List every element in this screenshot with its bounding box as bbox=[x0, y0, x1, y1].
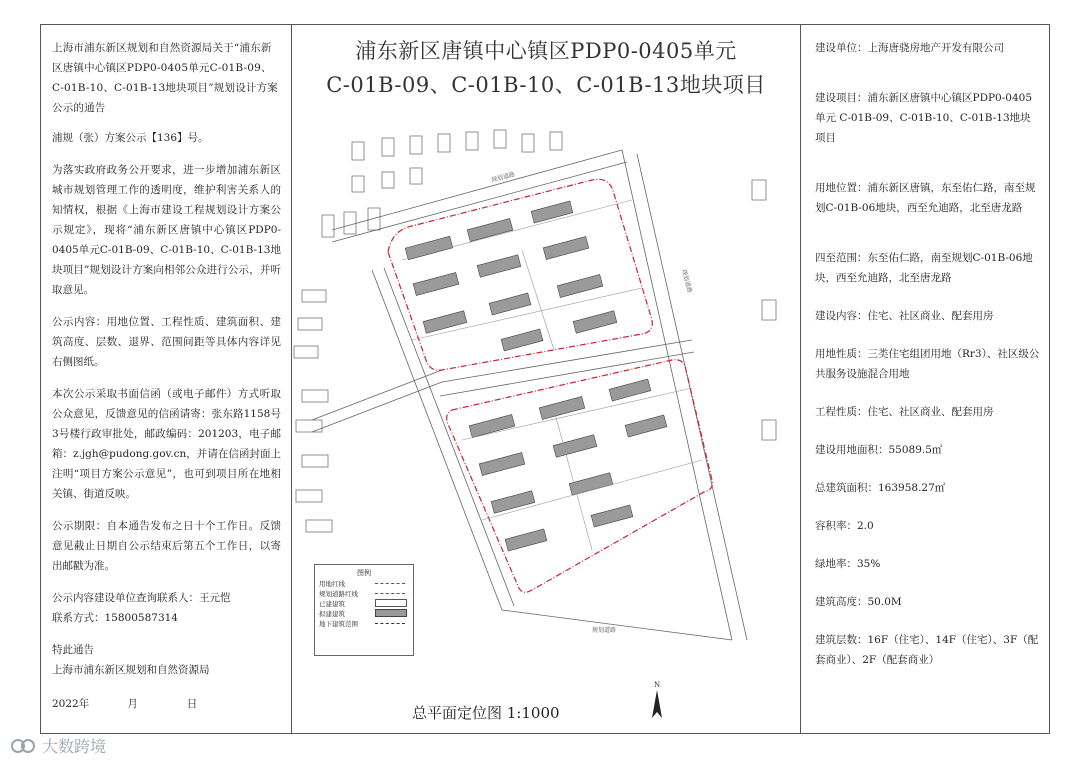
notice-issuer: 上海市浦东新区规划和自然资源局 bbox=[52, 664, 210, 676]
project-title-line-1: 浦东新区唐镇中心镇区PDP0-0405单元 bbox=[355, 39, 737, 63]
info-project-name: 建设项目：浦东新区唐镇中心镇区PDP0-0405单元 C-01B-09、C-01B-10、C-01B-13地块项目 bbox=[815, 92, 1032, 144]
north-arrow-icon bbox=[650, 680, 664, 720]
legend-item: 用地红线 bbox=[315, 578, 413, 588]
legend-item: 规划道路红线 bbox=[315, 588, 413, 598]
notice-paragraph-3: 本次公示采取书面信函（或电子邮件）方式听取公众意见，反馈意见的信函请寄：张东路1158号3号楼行政审批处，邮政编码：201203，电子邮箱：z.jgh@pudong.gov.cn，并请在信函封面上注明“项目方案公示意见”，也可到项目所在地相关镇、街道反映。 bbox=[52, 388, 281, 500]
notice-column bbox=[40, 24, 292, 734]
watermark bbox=[10, 734, 106, 757]
legend-title: 图例 bbox=[357, 569, 371, 577]
plan-legend bbox=[314, 564, 414, 656]
info-nature: 工程性质：住宅、社区商业、配套用房 bbox=[815, 406, 994, 418]
legend-item: 地下建筑范围 bbox=[315, 618, 413, 628]
site-plan-panel bbox=[292, 24, 800, 734]
svg-text:N: N bbox=[654, 681, 661, 689]
info-green-ratio: 绿地率：35% bbox=[815, 558, 881, 570]
notice-paragraph-4: 公示期限：自本通告发布之日十个工作日。反馈意见截止日期自公示结束后第五个工作日，以寄出邮戳为准。 bbox=[52, 520, 281, 572]
plan-caption: 总平面定位图 1:1000 bbox=[412, 704, 560, 722]
date-day: 日 bbox=[186, 698, 198, 710]
notice-closing: 特此通告 bbox=[52, 644, 94, 656]
notice-contact: 公示内容建设单位查询联系人：王元恺 bbox=[52, 592, 231, 604]
info-floors: 建筑层数：16F（住宅）、14F（住宅）、3F（配套商业）、2F（配套商业） bbox=[815, 634, 1039, 666]
notice-phone: 联系方式：15800587314 bbox=[52, 612, 178, 624]
road-label-3: 规划道路 bbox=[592, 627, 617, 634]
info-location: 用地位置：浦东新区唐镇，东至佑仁路，南至规划C-01B-06地块，西至允迪路，北至唐龙路 bbox=[815, 182, 1036, 214]
notice-title: 上海市浦东新区规划和自然资源局关于“浦东新区唐镇中心镇区PDP0-0405单元C-01B-09、C-01B-10、C-01B-13地块项目”规划设计方案公示的通告 bbox=[52, 42, 278, 114]
info-builder: 建设单位：上海唐骁房地产开发有限公司 bbox=[815, 42, 1004, 54]
legend-item: 已建建筑 bbox=[315, 598, 413, 608]
project-info-column bbox=[800, 24, 1050, 734]
info-floor-area: 总建筑面积：163958.27㎡ bbox=[815, 482, 946, 494]
project-title bbox=[292, 34, 800, 102]
site-boundary-south bbox=[447, 360, 713, 593]
info-height: 建筑高度：50.0M bbox=[815, 596, 902, 608]
road-label-1: 规划道路 bbox=[490, 170, 516, 184]
road-label-2: 规划道路 bbox=[680, 268, 694, 294]
info-boundary: 四至范围：东至佑仁路，南至规划C-01B-06地块，西至允迪路，北至唐龙路 bbox=[815, 252, 1033, 284]
info-content: 建设内容：住宅、社区商业、配套用房 bbox=[815, 310, 994, 322]
project-title-line-2: C-01B-09、C-01B-10、C-01B-13地块项目 bbox=[326, 73, 766, 97]
proposed-buildings-north bbox=[405, 201, 617, 351]
watermark-logo-icon bbox=[10, 738, 36, 754]
legend-item: 拟建建筑 bbox=[315, 608, 413, 618]
proposed-buildings-south bbox=[469, 379, 667, 551]
notice-date bbox=[52, 696, 282, 711]
info-land-use: 用地性质：三类住宅组团用地（Rr3）、社区级公共服务设施混合用地 bbox=[815, 348, 1040, 380]
info-far: 容积率：2.0 bbox=[815, 520, 874, 532]
info-site-area: 建设用地面积：55089.5㎡ bbox=[815, 444, 943, 456]
date-month: 月 bbox=[127, 698, 138, 710]
watermark-text: 大数跨境 bbox=[42, 737, 107, 756]
notice-paragraph-2: 公示内容：用地位置、工程性质、建筑面积、建筑高度、层数、退界、范围间距等具体内容详见右侧图纸。 bbox=[52, 316, 281, 368]
date-year: 2022年 bbox=[52, 698, 90, 710]
notice-paragraph-1: 为落实政府政务公开要求，进一步增加浦东新区城市规划管理工作的透明度，维护利害关系人的知情权，根据《上海市建设工程规划设计方案公示规定》，现将“浦东新区唐镇中心镇区PDP0-0405单元C-01B-09、C-01B-10、C-01B-13地块项目”规划设计方案向相邻公众进行公示，并听取意见。 bbox=[52, 164, 281, 296]
notice-doc-number: 浦规（张）方案公示【136】号。 bbox=[52, 132, 209, 144]
